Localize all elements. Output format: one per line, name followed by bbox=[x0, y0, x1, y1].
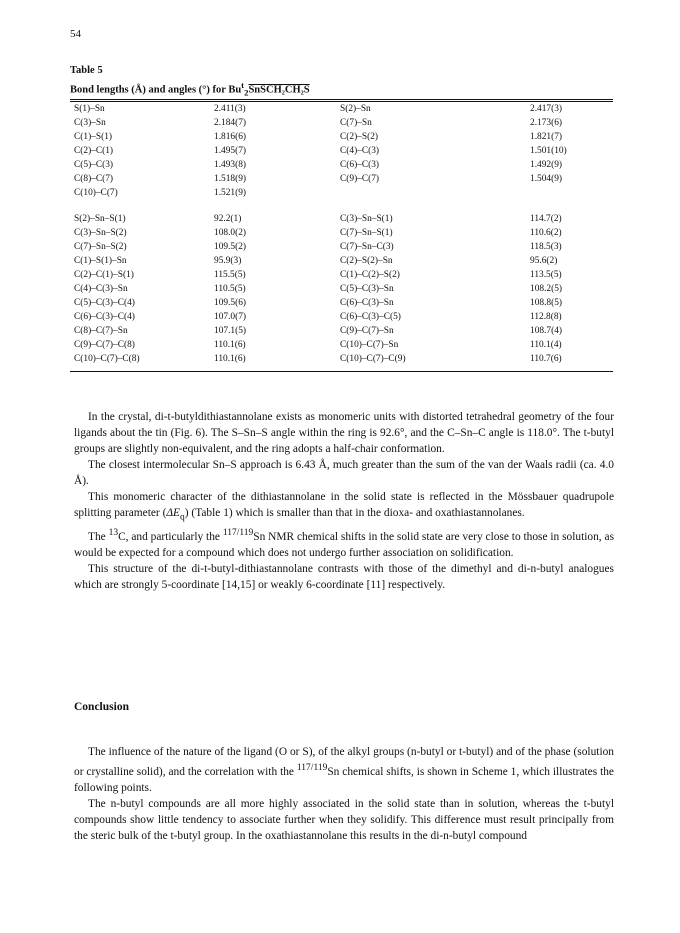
bond-label: C(3)–Sn–S(2) bbox=[74, 228, 127, 238]
bond-label: C(8)–C(7) bbox=[74, 174, 114, 184]
bond-label: S(2)–Sn bbox=[340, 104, 371, 114]
table-row bbox=[74, 352, 614, 366]
bond-value: 92.2(1) bbox=[214, 214, 242, 224]
bond-value: 108.7(4) bbox=[530, 326, 563, 336]
table-row bbox=[74, 212, 614, 226]
page-number: 54 bbox=[70, 28, 81, 40]
bond-value: 107.0(7) bbox=[214, 312, 247, 322]
superscript: 117/119 bbox=[296, 763, 328, 773]
table-row bbox=[74, 310, 614, 324]
bond-value: 2.184(7) bbox=[214, 118, 247, 128]
bond-value: 1.518(9) bbox=[214, 174, 247, 184]
bond-value: 107.1(5) bbox=[214, 326, 247, 336]
table-caption bbox=[70, 80, 310, 98]
bond-label: C(5)–C(3)–Sn bbox=[340, 284, 394, 294]
bond-label: S(1)–Sn bbox=[74, 104, 105, 114]
bond-value: 1.501(10) bbox=[530, 146, 567, 156]
bond-value bbox=[530, 186, 610, 200]
bond-value: 2.411(3) bbox=[214, 104, 246, 114]
bond-label: C(10)–C(7)–C(8) bbox=[74, 354, 140, 364]
bond-value: 108.8(5) bbox=[530, 298, 563, 308]
table-bottom-rule bbox=[70, 371, 613, 372]
bond-label: C(6)–C(3)–Sn bbox=[340, 298, 394, 308]
paragraph: This structure of the di-t-butyl-dithiastannolane contrasts with those of the dimethyl and di-n-butyl analogues which are strongly 5-coordinate [14,15] or weakly 6-coordinate [11] respectively. bbox=[74, 563, 614, 592]
table-row bbox=[74, 172, 614, 186]
bond-label: C(9)–C(7)–Sn bbox=[340, 326, 394, 336]
conclusion-text bbox=[74, 744, 614, 844]
bond-label: C(6)–C(3) bbox=[340, 160, 380, 170]
bond-value: 1.821(7) bbox=[530, 132, 563, 142]
table-row bbox=[74, 144, 614, 158]
table-row bbox=[74, 116, 614, 130]
paragraph: In the crystal, di-t-butyldithiastannolane exists as monomeric units with distorted tetrahedral geometry of the four ligands about the tin (Fig. 6). The S–Sn–S angle within the ring is 92.6°, and the C–Sn–C angle is 118.0°. The t-butyl groups are slightly non-equivalent, and the ring adopts a half-chair conformation. bbox=[74, 411, 614, 455]
bond-value: 1.495(7) bbox=[214, 146, 247, 156]
bond-label: C(8)–C(7)–Sn bbox=[74, 326, 128, 336]
bond-value: 108.0(2) bbox=[214, 228, 247, 238]
bond-value: 113.5(5) bbox=[530, 270, 562, 280]
bond-angles-table bbox=[74, 212, 614, 366]
bond-value: 114.7(2) bbox=[530, 214, 562, 224]
table-row bbox=[74, 338, 614, 352]
table-row bbox=[74, 268, 614, 282]
bond-label: C(5)–C(3) bbox=[74, 160, 114, 170]
bond-label: C(3)–Sn bbox=[74, 118, 106, 128]
bond-label: S(2)–Sn–S(1) bbox=[74, 214, 126, 224]
bond-value: 112.8(8) bbox=[530, 312, 562, 322]
text-span: The bbox=[88, 531, 109, 544]
bond-value: 118.5(3) bbox=[530, 242, 562, 252]
table-row bbox=[74, 296, 614, 310]
caption-prefix: Bond lengths (Å) and angles (°) for Bu bbox=[70, 84, 242, 96]
bond-value: 115.5(5) bbox=[214, 270, 246, 280]
text-span: Sn chemical shifts, is shown in Scheme 1, which illustrates the following points. bbox=[74, 765, 614, 794]
bond-label: C(10)–C(7)–Sn bbox=[340, 340, 399, 350]
text-span: Sn NMR chemical shifts in the solid state are very close to those in solution, as would be expected for a compound which does not undergo further association on solidification. bbox=[74, 531, 615, 560]
bond-label: C(3)–Sn–S(1) bbox=[340, 214, 393, 224]
bond-label: C(2)–C(1)–S(1) bbox=[74, 270, 134, 280]
bond-value: 110.1(4) bbox=[530, 340, 562, 350]
bond-label bbox=[340, 186, 530, 200]
text-span: This monomeric character of the dithiastannolane in the solid state is reflected in the Mössbauer quadrupole splitting parameter ( bbox=[74, 491, 614, 519]
bond-label: C(1)–S(1)–Sn bbox=[74, 256, 127, 266]
caption-subscript: 2 bbox=[244, 87, 249, 98]
bond-label: C(2)–C(1) bbox=[74, 146, 114, 156]
bond-value: 110.1(6) bbox=[214, 340, 246, 350]
caption-formula: SnSCH₂CH₂S bbox=[248, 84, 310, 96]
bond-value: 110.7(6) bbox=[530, 354, 562, 364]
table-top-rule bbox=[70, 99, 613, 100]
table-row bbox=[74, 186, 614, 200]
bond-label: C(7)–Sn–S(1) bbox=[340, 228, 393, 238]
bond-value: 1.492(9) bbox=[530, 160, 563, 170]
bond-value: 2.417(3) bbox=[530, 104, 563, 114]
table-row bbox=[74, 324, 614, 338]
subscript: q bbox=[180, 512, 185, 523]
bond-value: 1.521(9) bbox=[214, 188, 247, 198]
bond-value: 2.173(6) bbox=[530, 118, 563, 128]
bond-lengths-table bbox=[74, 102, 614, 200]
bond-value: 95.6(2) bbox=[530, 256, 558, 266]
bond-label: C(7)–Sn bbox=[340, 118, 372, 128]
table-row bbox=[74, 102, 614, 116]
bond-value: 95.9(3) bbox=[214, 256, 242, 266]
table-row bbox=[74, 254, 614, 268]
bond-label: C(2)–S(2)–Sn bbox=[340, 256, 393, 266]
text-span: ) (Table 1) which is smaller than that in the dioxa- and oxathiastannolanes. bbox=[184, 507, 525, 519]
delta-symbol: ΔE bbox=[166, 507, 181, 519]
bond-label: C(6)–C(3)–C(5) bbox=[340, 312, 401, 322]
bond-label: C(10)–C(7) bbox=[74, 188, 118, 198]
table-row bbox=[74, 158, 614, 172]
paragraph bbox=[74, 744, 614, 796]
bond-value: 1.504(9) bbox=[530, 174, 563, 184]
bond-label: C(2)–S(2) bbox=[340, 132, 379, 142]
paragraph: The n-butyl compounds are all more highly associated in the solid state than in solution, whereas the t-butyl compounds show little tendency to associate further when they solidify. This difference must result principally from the steric bulk of the t-butyl group. In the oxathiastannolane this results in the di-n-butyl compound bbox=[74, 797, 614, 842]
bond-value: 110.1(6) bbox=[214, 354, 246, 364]
bond-label: C(6)–C(3)–C(4) bbox=[74, 312, 135, 322]
text-span: C, and particularly the bbox=[118, 531, 223, 544]
bond-label: C(7)–Sn–C(3) bbox=[340, 242, 394, 252]
bond-value: 109.5(6) bbox=[214, 298, 247, 308]
bond-value: 108.2(5) bbox=[530, 284, 563, 294]
bond-label: C(4)–C(3) bbox=[340, 146, 380, 156]
table-row bbox=[74, 226, 614, 240]
caption-superscript: t bbox=[241, 80, 245, 90]
paragraph bbox=[74, 489, 614, 525]
bond-value: 1.816(6) bbox=[214, 132, 247, 142]
results-text bbox=[74, 409, 614, 593]
table-row bbox=[74, 240, 614, 254]
text-span: The influence of the nature of the ligand (O or S), of the alkyl groups (n-butyl or t-butyl) and of the phase (solution or crystalline solid), and the correlation with the bbox=[74, 746, 614, 778]
bond-label: C(1)–C(2)–S(2) bbox=[340, 270, 400, 280]
bond-label: C(1)–S(1) bbox=[74, 132, 113, 142]
bond-value: 1.493(8) bbox=[214, 160, 247, 170]
bond-value: 110.6(2) bbox=[530, 228, 562, 238]
bond-label: C(5)–C(3)–C(4) bbox=[74, 298, 135, 308]
table-row bbox=[74, 282, 614, 296]
bond-label: C(9)–C(7)–C(8) bbox=[74, 340, 135, 350]
superscript: 13 bbox=[108, 528, 119, 539]
paragraph: The closest intermolecular Sn–S approach is 6.43 Å, much greater than the sum of the van der Waals radii (ca. 4.0 Å). bbox=[74, 459, 614, 487]
paragraph bbox=[74, 525, 614, 561]
bond-label: C(9)–C(7) bbox=[340, 174, 380, 184]
table-title: Table 5 bbox=[70, 65, 103, 76]
bond-label: C(7)–Sn–S(2) bbox=[74, 242, 127, 252]
bond-label: C(4)–C(3)–Sn bbox=[74, 284, 128, 294]
superscript: 117/119 bbox=[222, 528, 254, 539]
table-row bbox=[74, 130, 614, 144]
bond-label: C(10)–C(7)–C(9) bbox=[340, 354, 406, 364]
bond-value: 110.5(5) bbox=[214, 284, 246, 294]
section-heading: Conclusion bbox=[74, 701, 129, 713]
bond-value: 109.5(2) bbox=[214, 242, 247, 252]
